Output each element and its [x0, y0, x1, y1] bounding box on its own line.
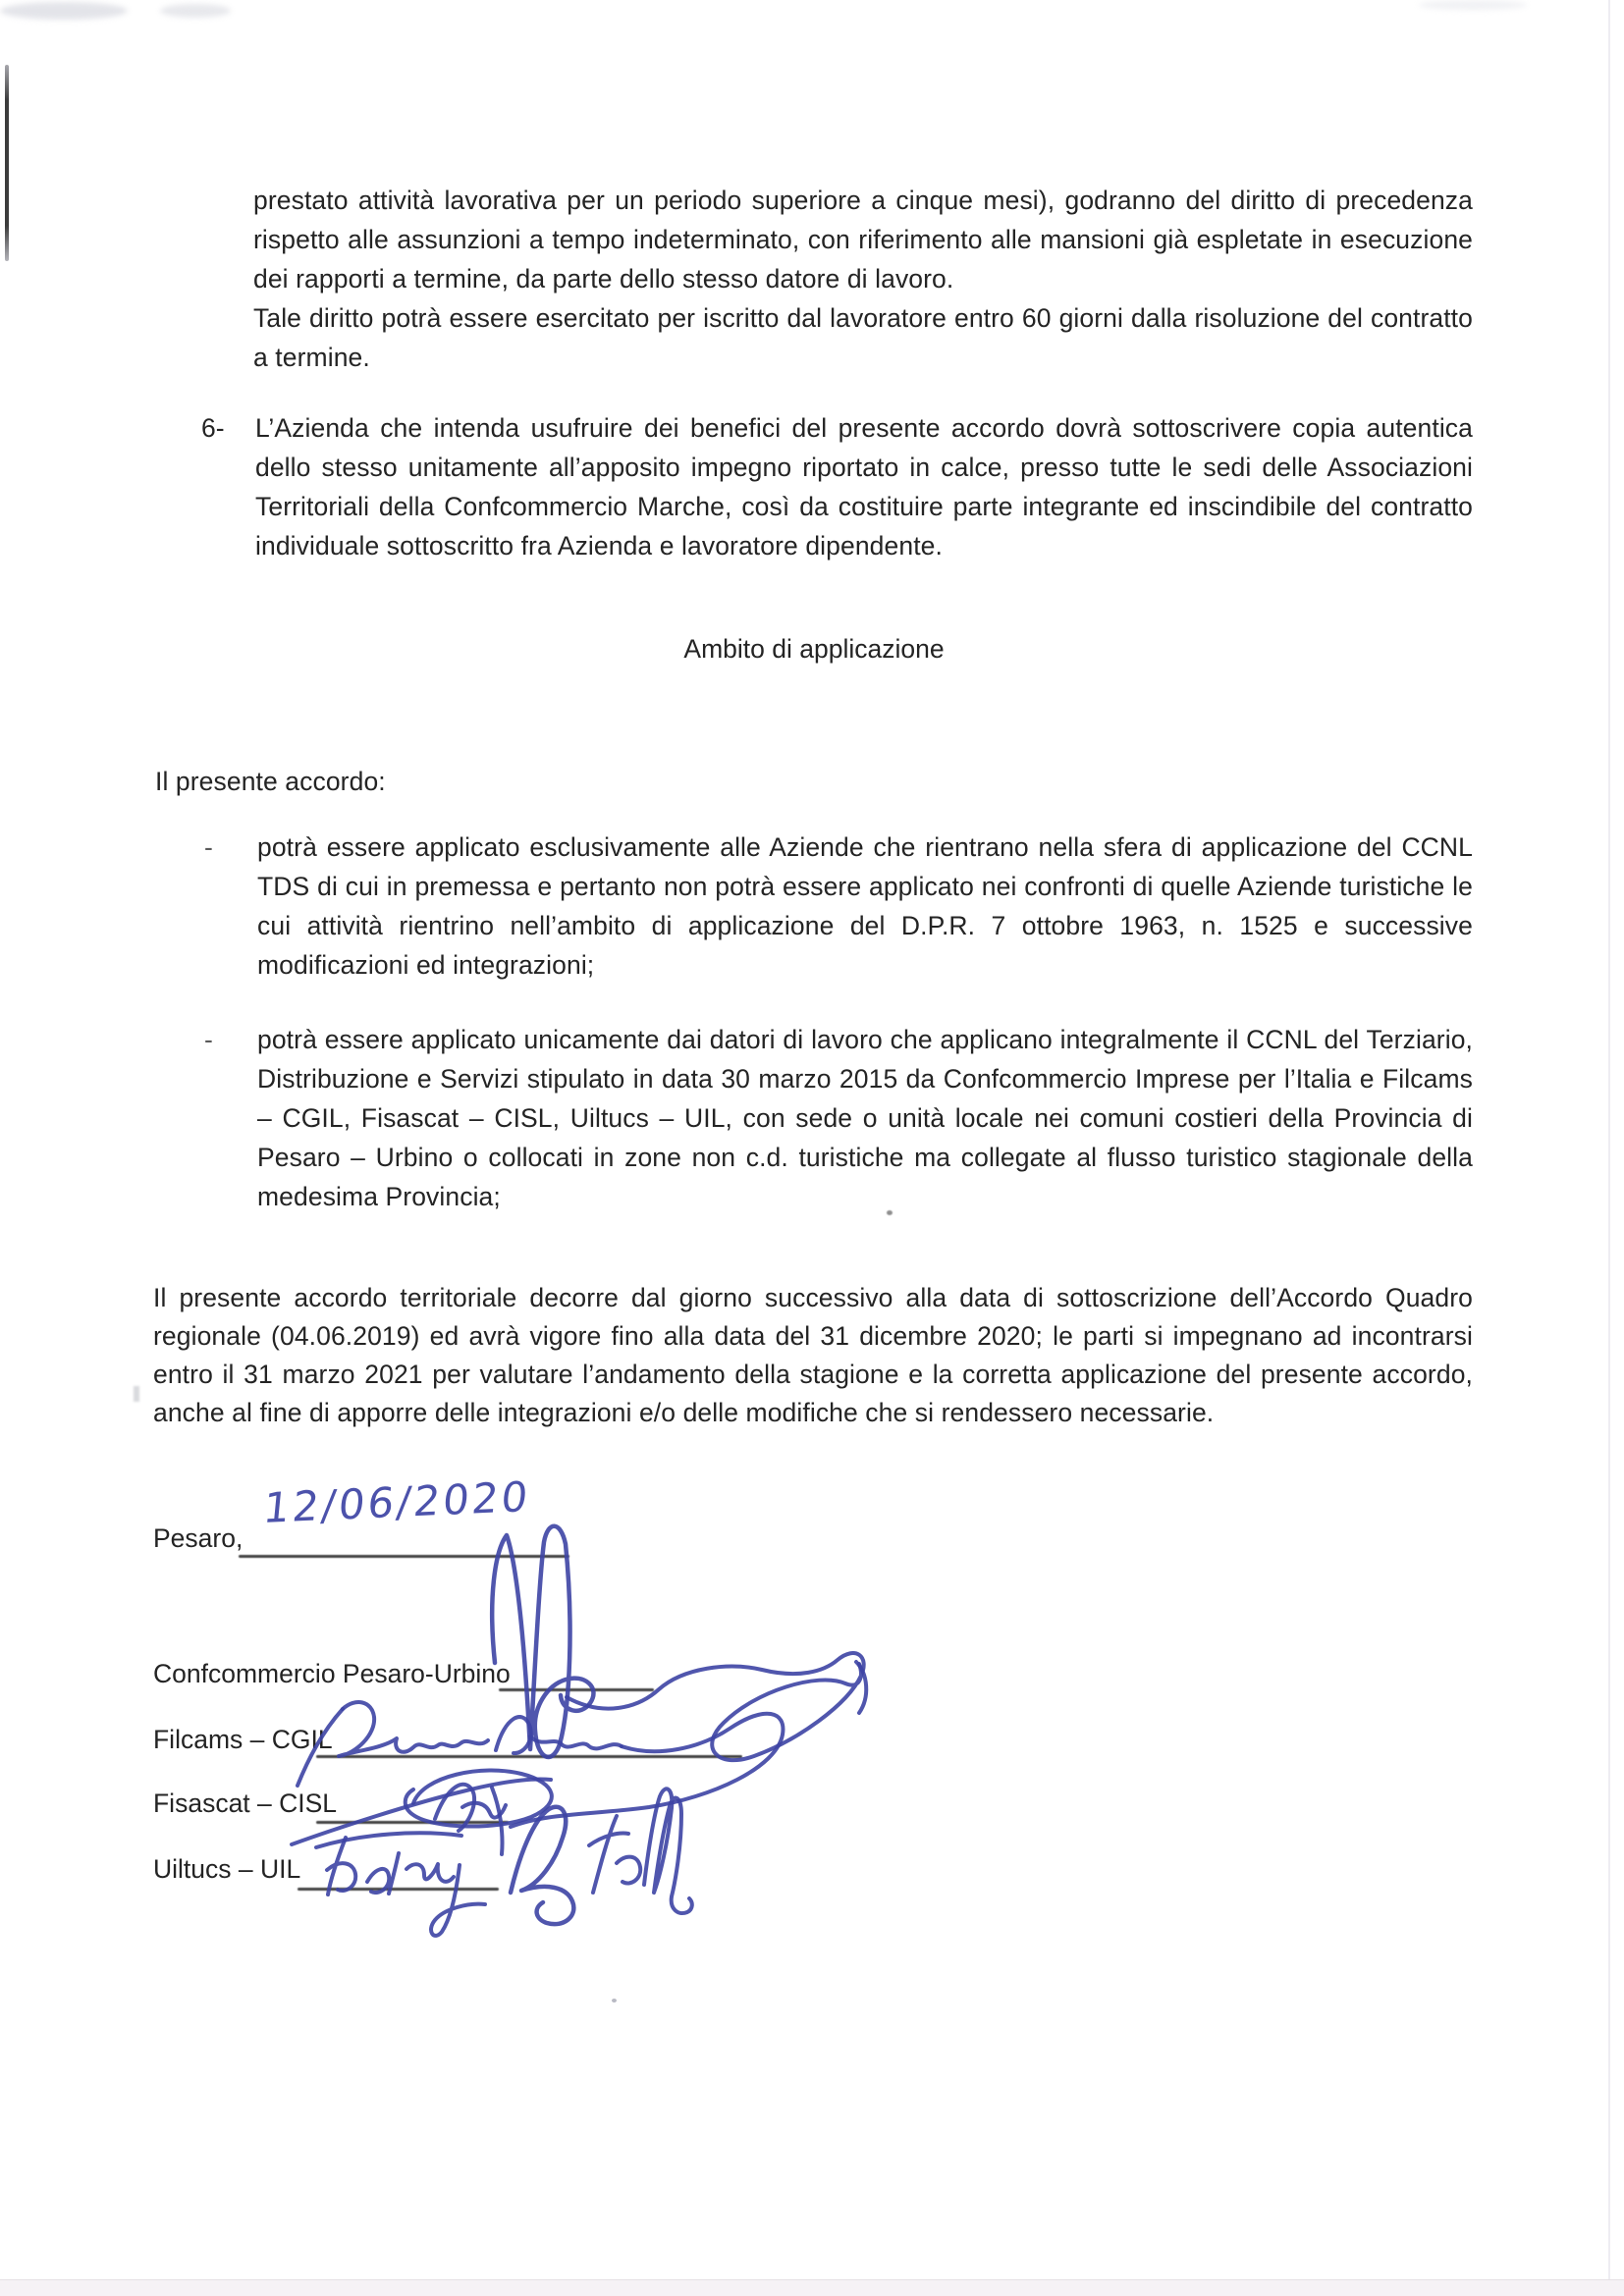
- bullet-2-marker: -: [204, 1025, 213, 1054]
- section-heading: Ambito di applicazione: [683, 634, 945, 664]
- signer-label-fisascat-cisl: Fisascat – CISL: [153, 1789, 338, 1818]
- bullet-1-marker: -: [204, 832, 213, 862]
- handwritten-date: 12/06/2020: [261, 1471, 533, 1532]
- signature-line-filcams-cgil: [316, 1755, 742, 1758]
- list-item-6-text: L’Azienda che intenda usufruire dei benefici del presente accordo dovrà sottoscrivere copia autentica dello stesso unitamente all’apposito impegno riportato in calce, presso tutte le sedi delle Associazioni Territoriali della Confcommercio Marche, così da costituire parte integrante ed inscindibile del contratto individuale sottoscritto fra Azienda e lavoratore dipendente.: [255, 413, 1473, 561]
- paragraph-precedenza: prestato attività lavorativa per un periodo superiore a cinque mesi), godranno del diritto di precedenza rispetto alle assunzioni a tempo indeterminato, con riferimento alle mansioni già espletate in esecuzione dei rapporti a termine, da parte dello stesso datore di lavoro.: [253, 186, 1473, 294]
- signature-line-fisascat-cisl: [316, 1821, 509, 1824]
- paragraph-tale-diritto: Tale diritto potrà essere esercitato per iscritto dal lavoratore entro 60 giorni dalla risoluzione del contratto a termine.: [253, 303, 1473, 372]
- signer-label-confcommercio: Confcommercio Pesaro-Urbino: [153, 1659, 511, 1688]
- intro-line: Il presente accordo:: [155, 767, 386, 796]
- signature-uiltucs-uil: [316, 1789, 692, 1936]
- signature-confcommercio: [492, 1526, 866, 1760]
- closing-paragraph: Il presente accordo territoriale decorre dal giorno successivo alla data di sottoscrizione dell’Accordo Quadro regionale (04.06.2019) ed avrà vigore fino alla data del 31 dicembre 2020; le parti si impegnano ad incontrarsi entro il 31 marzo 2021 per valutare l’andamento della stagione e la corretta applicazione del presente accordo, anche al fine di apporre delle integrazioni e/o delle modifiche che si rendessero necessarie.: [153, 1283, 1473, 1427]
- bullet-1-text: potrà essere applicato esclusivamente alle Aziende che rientrano nella sfera di applicazione del CCNL TDS di cui in premessa e pertanto non potrà essere applicato nei confronti di quelle Aziende turistiche le cui attività rientrino nell’ambito di applicazione del D.P.R. 7 ottobre 1963, n. 1525 e successive modificazioni ed integrazioni;: [257, 832, 1473, 980]
- signature-filcams-cgil: [298, 1702, 783, 1827]
- date-signature-line: [239, 1555, 569, 1558]
- paragraph-continuation: [253, 181, 1473, 377]
- scan-dot-2: [612, 1999, 617, 2002]
- place-label: Pesaro,: [153, 1523, 244, 1553]
- bullet-2-text: potrà essere applicato unicamente dai datori di lavoro che applicano integralmente il CCNL del Terziario, Distribuzione e Servizi stipulato in data 30 marzo 2015 da Confcommercio Imprese per l’Italia e Filcams – CGIL, Fisascat – CISL, Uiltucs – UIL, con sede o unità locale nei comuni costieri della Provincia di Pesaro – Urbino o collocati in zone non c.d. turistiche ma collegate al flusso turistico stagionale della medesima Provincia;: [257, 1025, 1473, 1211]
- list-item-6-marker: 6-: [201, 413, 225, 443]
- signature-line-confcommercio: [499, 1688, 654, 1691]
- signer-label-uiltucs-uil: Uiltucs – UIL: [153, 1854, 301, 1884]
- scan-smudge-top-left-2: [160, 4, 231, 18]
- scan-edge-line-left: [5, 65, 9, 261]
- signer-label-filcams-cgil: Filcams – CGIL: [153, 1725, 333, 1754]
- scan-page-bottom-edge: [0, 2279, 1624, 2296]
- scan-smudge-top-right: [1419, 0, 1527, 10]
- scan-edge-line-right: [1608, 0, 1610, 2295]
- scan-mark-left-margin: [134, 1386, 139, 1402]
- signature-line-uiltucs-uil: [298, 1888, 499, 1891]
- scan-smudge-top-left: [0, 2, 128, 20]
